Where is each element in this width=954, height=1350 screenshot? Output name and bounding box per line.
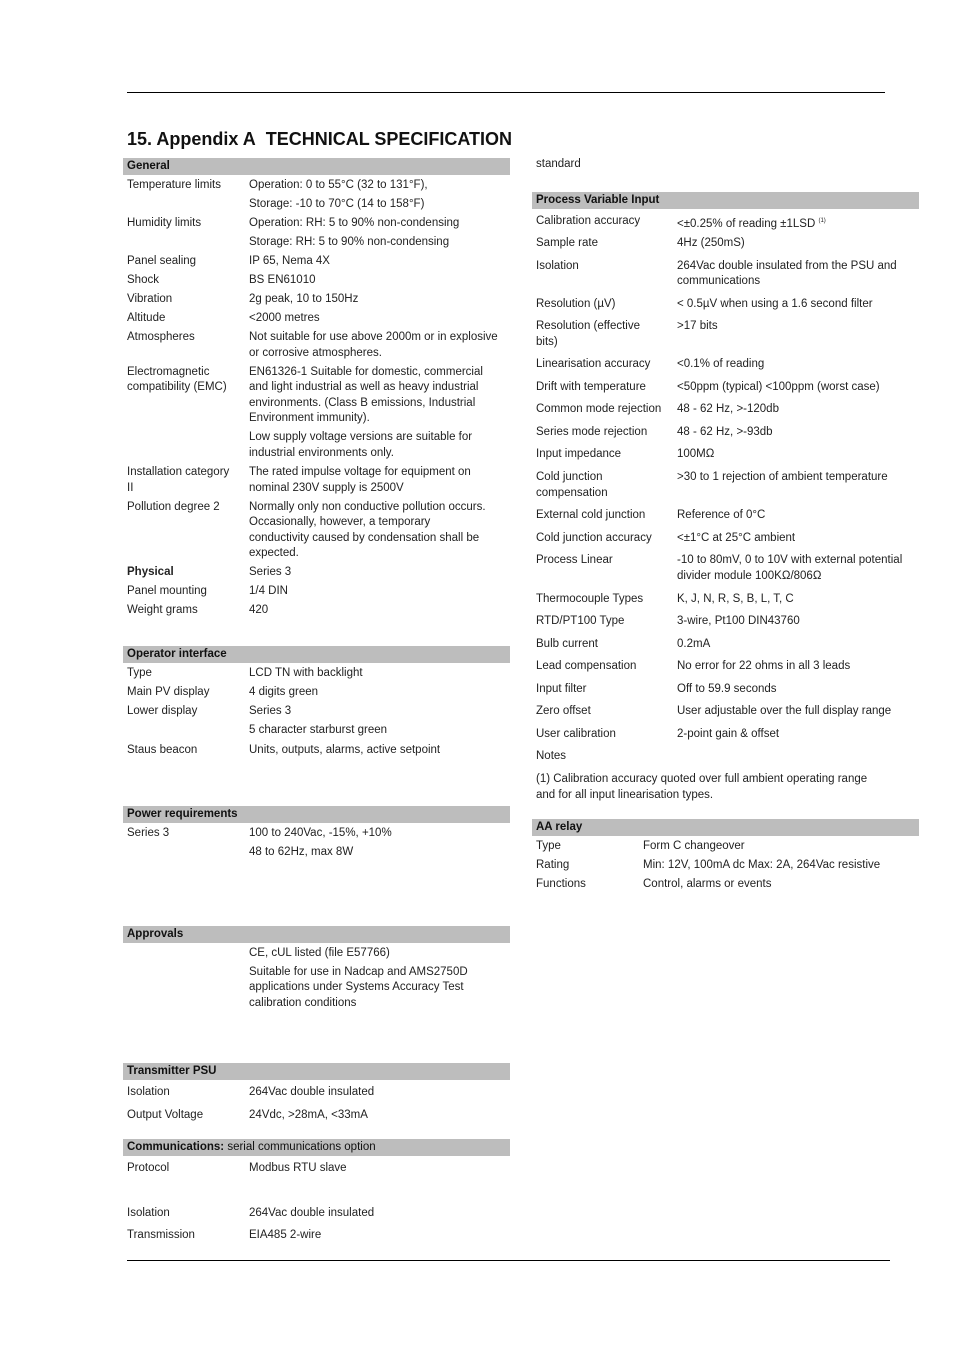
spec-label: Cold junction <box>536 471 603 483</box>
spec-label: Isolation <box>127 1086 170 1098</box>
comms-header-bold: Communications: <box>127 1141 225 1153</box>
spec-value: 1/4 DIN <box>249 585 288 597</box>
spec-value: Reference of 0°C <box>677 509 766 521</box>
spec-value: BS EN61010 <box>249 274 316 286</box>
bottom-rule <box>127 1260 890 1261</box>
spec-value: <50ppm (typical) <100ppm (worst case) <box>677 381 880 393</box>
spec-value: Environment immunity). <box>249 412 370 424</box>
spec-value: 4Hz (250mS) <box>677 237 745 249</box>
spec-value: LCD TN with backlight <box>249 667 363 679</box>
spec-value: Occasionally, however, a temporary <box>249 516 431 528</box>
spec-value: Low supply voltage versions are suitable for <box>249 431 473 443</box>
spec-value: Operation: 0 to 55°C (32 to 131°F), <box>249 179 428 191</box>
spec-label: compatibility (EMC) <box>127 381 227 393</box>
section-header-communications <box>123 1139 510 1156</box>
spec-value: -10 to 80mV, 0 to 10V with external potential <box>677 554 903 566</box>
spec-value: Normally only non conductive pollution occurs. <box>249 501 486 513</box>
section-header-approvals: Approvals <box>123 926 510 943</box>
spec-value: Control, alarms or events <box>643 878 772 890</box>
spec-value: 48 to 62Hz, max 8W <box>249 846 354 858</box>
spec-label: Weight grams <box>127 604 198 616</box>
spec-value: >17 bits <box>677 320 718 332</box>
spec-value: 100MΩ <box>677 448 715 460</box>
spec-label: Staus beacon <box>127 744 198 756</box>
spec-value: 3-wire, Pt100 DIN43760 <box>677 615 800 627</box>
spec-value: Off to 59.9 seconds <box>677 683 777 695</box>
spec-label: Type <box>536 840 561 852</box>
note-text: and for all input linearisation types. <box>536 789 714 801</box>
spec-value: 420 <box>249 604 269 616</box>
spec-label: Electromagnetic <box>127 366 210 378</box>
spec-label: Resolution (µV) <box>536 298 616 310</box>
spec-label: Vibration <box>127 293 173 305</box>
spec-label: Sample rate <box>536 237 599 249</box>
cal-accuracy-value: <±0.25% of reading ±1LSD <box>677 217 816 230</box>
spec-label: Process Linear <box>536 554 613 566</box>
spec-label: Isolation <box>127 1207 170 1219</box>
spec-label: II <box>127 482 134 494</box>
spec-label: Altitude <box>127 312 166 324</box>
spec-value: IP 65, Nema 4X <box>249 255 330 267</box>
spec-value: The rated impulse voltage for equipment on <box>249 466 471 478</box>
spec-value: industrial environments only. <box>249 447 394 459</box>
spec-value: Min: 12V, 100mA dc Max: 2A, 264Vac resistive <box>643 859 881 871</box>
spec-label: bits) <box>536 336 558 348</box>
footnote-marker: (1) <box>818 218 826 224</box>
spec-label: Temperature limits <box>127 179 221 191</box>
section-header-general: General <box>123 158 510 175</box>
spec-label: Thermocouple Types <box>536 593 644 605</box>
spec-value: 24Vdc, >28mA, <33mA <box>249 1109 368 1121</box>
spec-value: 264Vac double insulated <box>249 1207 375 1219</box>
spec-value: >30 to 1 rejection of ambient temperature <box>677 471 888 483</box>
spec-label: compensation <box>536 487 608 499</box>
spec-label: Series 3 <box>127 827 170 839</box>
spec-label: Drift with temperature <box>536 381 646 393</box>
spec-value: applications under Systems Accuracy Test <box>249 981 464 993</box>
spec-label: Rating <box>536 859 570 871</box>
note-text: (1) Calibration accuracy quoted over full ambient operating range <box>536 773 868 785</box>
spec-value: CE, cUL listed (file E57766) <box>249 947 390 959</box>
spec-value: <±1°C at 25°C ambient <box>677 532 796 544</box>
spec-value: Operation: RH: 5 to 90% non-condensing <box>249 217 460 229</box>
spec-label: Resolution (effective <box>536 320 640 332</box>
spec-label: Common mode rejection <box>536 403 662 415</box>
section-header-power: Power requirements <box>123 806 510 823</box>
spec-value: communications <box>677 275 761 287</box>
title-number: 15. Appendix A <box>127 129 256 149</box>
spec-label: Bulb current <box>536 638 599 650</box>
section-header-process-variable-input: Process Variable Input <box>532 192 919 209</box>
spec-value: < 0.5µV when using a 1.6 second filter <box>677 298 873 310</box>
spec-label: Isolation <box>536 260 579 272</box>
spec-label: Panel mounting <box>127 585 207 597</box>
comms-header-rest: serial communications option <box>224 1141 376 1153</box>
spec-label: Linearisation accuracy <box>536 358 651 370</box>
spec-label-physical: Physical <box>127 566 174 578</box>
spec-label: User calibration <box>536 728 616 740</box>
spec-label: Series mode rejection <box>536 426 648 438</box>
spec-value: 264Vac double insulated from the PSU and <box>677 260 897 272</box>
spec-value: Form C changeover <box>643 840 745 852</box>
spec-label: Lead compensation <box>536 660 637 672</box>
section-header-aa-relay: AA relay <box>532 819 919 836</box>
spec-label: Lower display <box>127 705 198 717</box>
notes-label: Notes <box>536 750 567 762</box>
spec-value: 100 to 240Vac, -15%, +10% <box>249 827 392 839</box>
spec-label: Cold junction accuracy <box>536 532 652 544</box>
spec-value: Series 3 <box>249 566 292 578</box>
spec-value: 48 - 62 Hz, >-120db <box>677 403 779 415</box>
spec-label: Main PV display <box>127 686 210 698</box>
spec-label: Input filter <box>536 683 587 695</box>
title-name: TECHNICAL SPECIFICATION <box>265 129 513 149</box>
spec-value: Modbus RTU slave <box>249 1162 347 1174</box>
spec-value: <0.1% of reading <box>677 358 765 370</box>
spec-value: and light industrial as well as heavy industrial <box>249 381 479 393</box>
spec-label: Protocol <box>127 1162 170 1174</box>
spec-value: EN61326-1 Suitable for domestic, commercial <box>249 366 483 378</box>
spec-label: Calibration accuracy <box>536 215 641 227</box>
spec-label: Installation category <box>127 466 230 478</box>
spec-value: 2g peak, 10 to 150Hz <box>249 293 359 305</box>
section-header-operator: Operator interface <box>123 646 510 663</box>
spec-value: 4 digits green <box>249 686 319 698</box>
spec-value: User adjustable over the full display range <box>677 705 892 717</box>
spec-value: 264Vac double insulated <box>249 1086 375 1098</box>
spec-value: divider module 100KΩ/806Ω <box>677 570 822 582</box>
spec-label: Shock <box>127 274 159 286</box>
spec-label: Input impedance <box>536 448 622 460</box>
spec-value: <2000 metres <box>249 312 320 324</box>
spec-value: K, J, N, R, S, B, L, T, C <box>677 593 794 605</box>
page-title <box>127 129 512 150</box>
section-header-transmitter-psu: Transmitter PSU <box>123 1063 510 1080</box>
spec-value: No error for 22 ohms in all 3 leads <box>677 660 851 672</box>
spec-value: Units, outputs, alarms, active setpoint <box>249 744 441 756</box>
spec-value: 2-point gain & offset <box>677 728 780 740</box>
spec-value: calibration conditions <box>249 997 357 1009</box>
spec-label: Functions <box>536 878 586 890</box>
spec-value: Series 3 <box>249 705 292 717</box>
spec-value: environments. (Class B emissions, Industrial <box>249 397 476 409</box>
spec-value: expected. <box>249 547 299 559</box>
spec-value: 0.2mA <box>677 638 711 650</box>
spec-value: Suitable for use in Nadcap and AMS2750D <box>249 966 468 978</box>
spec-label: Zero offset <box>536 705 591 717</box>
spec-label: Transmission <box>127 1229 195 1241</box>
spec-value: conductivity caused by condensation shall be <box>249 532 480 544</box>
spec-value <box>677 214 826 232</box>
spec-label: External cold junction <box>536 509 646 521</box>
spec-label: Type <box>127 667 152 679</box>
spec-value: 5 character starburst green <box>249 724 388 736</box>
spec-label: RTD/PT100 Type <box>536 615 625 627</box>
top-rule <box>127 92 885 93</box>
spec-value: 48 - 62 Hz, >-93db <box>677 426 773 438</box>
spec-label: Output Voltage <box>127 1109 204 1121</box>
spec-value: nominal 230V supply is 2500V <box>249 482 404 494</box>
spec-value: Not suitable for use above 2000m or in explosive <box>249 331 498 343</box>
spec-label: Humidity limits <box>127 217 202 229</box>
spec-value: or corrosive atmospheres. <box>249 347 382 359</box>
spec-label: Pollution degree 2 <box>127 501 220 513</box>
spec-label: Panel sealing <box>127 255 197 267</box>
spec-value: Storage: RH: 5 to 90% non-condensing <box>249 236 450 248</box>
standard-text: standard <box>536 158 581 170</box>
spec-value: Storage: -10 to 70°C (14 to 158°F) <box>249 198 425 210</box>
spec-value: EIA485 2-wire <box>249 1229 322 1241</box>
spec-label: Atmospheres <box>127 331 195 343</box>
